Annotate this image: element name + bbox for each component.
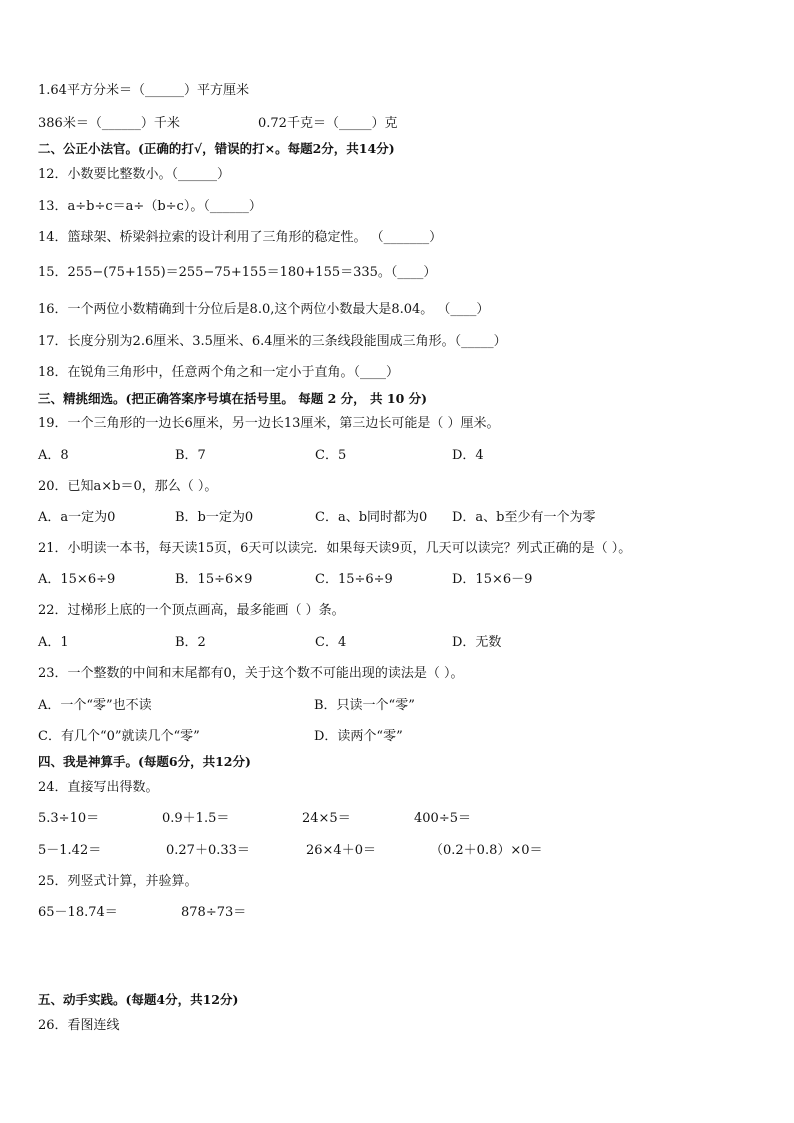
q22-option-c: C．4 — [315, 635, 347, 650]
q19-option-a: A．8 — [38, 448, 69, 463]
question-23: 23．一个整数的中间和末尾都有0，关于这个数不可能出现的读法是（ ）。 — [38, 666, 464, 681]
q24-item-3: 24×5＝ — [302, 811, 351, 826]
q25-item-1: 65－18.74＝ — [38, 905, 118, 920]
q23-option-c: C．有几个“0”就读几个“零” — [38, 729, 200, 744]
q21-option-b: B．15÷6×9 — [175, 572, 253, 587]
question-26: 26．看图连线 — [38, 1018, 120, 1033]
section-2-title: 二、公正小法官。(正确的打√，错误的打×。每题2分，共14分) — [38, 141, 395, 156]
section-5-title: 五、动手实践。(每题4分，共12分) — [38, 992, 239, 1007]
q20-option-c: C．a、b同时都为0 — [315, 510, 428, 525]
section-3-title: 三、精挑细选。(把正确答案序号填在括号里。 每题 2 分， 共 10 分) — [38, 391, 428, 406]
q24-item-8: （0.2＋0.8）×0＝ — [430, 843, 543, 858]
q21-option-c: C．15÷6÷9 — [315, 572, 393, 587]
q21-option-d: D．15×6－9 — [452, 572, 533, 587]
question-21: 21．小明读一本书，每天读15页，6天可以读完．如果每天读9页，几天可以读完？列式正确的是（ ）。 — [38, 541, 632, 556]
q25-item-2: 878÷73＝ — [181, 905, 247, 920]
question-12: 12．小数要比整数小。（______） — [38, 167, 231, 182]
q22-option-b: B．2 — [175, 635, 206, 650]
question-20: 20．已知a×b＝0，那么（ ）。 — [38, 479, 218, 494]
question-17: 17．长度分别为2.6厘米、3.5厘米、6.4厘米的三条线段能围成三角形。（_____） — [38, 334, 507, 349]
question-19: 19．一个三角形的一边长6厘米，另一边长13厘米，第三边长可能是（ ）厘米。 — [38, 416, 500, 431]
q19-option-b: B．7 — [175, 448, 206, 463]
section-4-title: 四、我是神算手。(每题6分，共12分) — [38, 754, 251, 769]
q24-item-2: 0.9＋1.5＝ — [162, 811, 230, 826]
q20-option-b: B．b一定为0 — [175, 510, 254, 525]
question-13: 13．a÷b÷c＝a÷（b÷c）。（______） — [38, 199, 262, 214]
q24-item-7: 26×4＋0＝ — [306, 843, 376, 858]
q21-option-a: A．15×6÷9 — [38, 572, 116, 587]
question-16: 16．一个两位小数精确到十分位后是8.0,这个两位小数最大是8.04。 （____） — [38, 302, 490, 317]
q23-option-a: A．一个“零”也不读 — [38, 698, 152, 713]
q24-item-6: 0.27＋0.33＝ — [166, 843, 250, 858]
question-area-conversion: 1.64平方分米＝（______）平方厘米 — [38, 83, 249, 98]
q23-option-b: B．只读一个“零” — [314, 698, 415, 713]
question-24: 24．直接写出得数。 — [38, 780, 159, 795]
q20-option-a: A．a一定为0 — [38, 510, 116, 525]
question-22: 22．过梯形上底的一个顶点画高，最多能画（ ）条。 — [38, 603, 345, 618]
q22-option-a: A．1 — [38, 635, 69, 650]
q20-option-d: D．a、b至少有一个为零 — [452, 510, 596, 525]
q24-item-1: 5.3÷10＝ — [38, 811, 100, 826]
q24-item-5: 5－1.42＝ — [38, 843, 102, 858]
question-mass-conversion: 0.72千克＝（_____）克 — [258, 116, 398, 131]
question-15: 15．255−(75+155)＝255−75+155＝180+155＝335。（____） — [38, 265, 437, 280]
q22-option-d: D．无数 — [452, 635, 502, 650]
q24-item-4: 400÷5＝ — [414, 811, 471, 826]
q19-option-d: D．4 — [452, 448, 484, 463]
question-length-conversion: 386米＝（______）千米 — [38, 116, 180, 131]
q23-option-d: D．读两个“零” — [314, 729, 403, 744]
question-14: 14．篮球架、桥梁斜拉索的设计利用了三角形的稳定性。 （_______） — [38, 230, 443, 245]
q19-option-c: C．5 — [315, 448, 347, 463]
question-25: 25．列竖式计算，并验算。 — [38, 874, 198, 889]
question-18: 18．在锐角三角形中，任意两个角之和一定小于直角。（____） — [38, 365, 400, 380]
